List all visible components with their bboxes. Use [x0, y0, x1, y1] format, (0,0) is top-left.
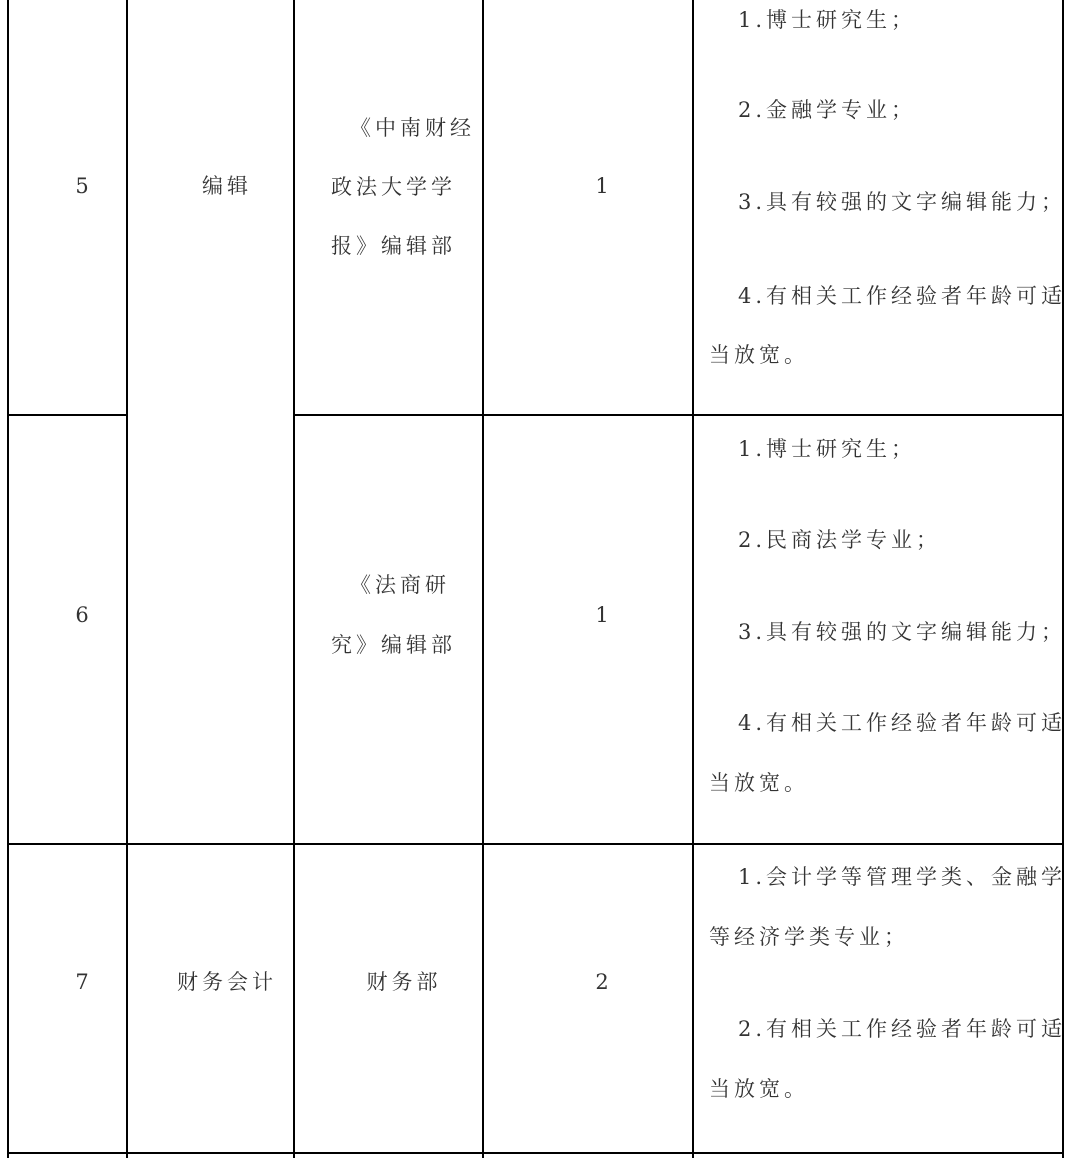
row-index: 5	[75, 174, 93, 198]
row-divider-5-6-rest	[293, 414, 1064, 416]
department-line: 《法商研	[350, 573, 450, 597]
headcount: 1	[595, 603, 613, 627]
requirement-line: 1.博士研究生；	[738, 8, 917, 32]
department-line: 报》编辑部	[331, 234, 456, 258]
row-divider-6-7	[7, 843, 1064, 845]
position-title: 编辑	[202, 174, 252, 198]
column-divider-2	[293, 0, 295, 1158]
column-divider-1	[126, 0, 128, 1158]
requirement-line: 2.金融学专业；	[738, 98, 917, 122]
row-index: 7	[75, 970, 93, 994]
column-divider-3	[482, 0, 484, 1158]
position-title: 财务会计	[177, 970, 277, 994]
requirement-line: 3.具有较强的文字编辑能力；	[738, 190, 1067, 214]
row-index: 6	[75, 603, 93, 627]
requirement-line: 3.具有较强的文字编辑能力；	[738, 620, 1067, 644]
requirement-line: 1.博士研究生；	[738, 437, 917, 461]
requirement-line: 1.会计学等管理学类、金融学	[738, 865, 1067, 889]
department-line: 财务部	[366, 970, 442, 994]
headcount: 2	[595, 970, 613, 994]
table-border-right	[1062, 0, 1064, 1158]
department-line: 政法大学学	[331, 175, 456, 199]
requirement-line: 当放宽。	[709, 771, 809, 795]
table-border-left	[7, 0, 9, 1158]
column-divider-4	[692, 0, 694, 1158]
row-divider-5-6-index	[7, 414, 128, 416]
requirement-line: 2.民商法学专业；	[738, 528, 942, 552]
requirement-line: 2.有相关工作经验者年龄可适	[738, 1017, 1067, 1041]
requirement-line: 4.有相关工作经验者年龄可适	[738, 284, 1067, 308]
requirement-line: 当放宽。	[709, 343, 809, 367]
row-divider-bottom	[7, 1152, 1064, 1154]
requirement-line: 当放宽。	[709, 1077, 809, 1101]
headcount: 1	[595, 174, 613, 198]
requirement-line: 等经济学类专业；	[709, 925, 909, 949]
requirement-line: 4.有相关工作经验者年龄可适	[738, 711, 1067, 735]
department-line: 究》编辑部	[331, 633, 456, 657]
department-line: 《中南财经	[350, 116, 475, 140]
